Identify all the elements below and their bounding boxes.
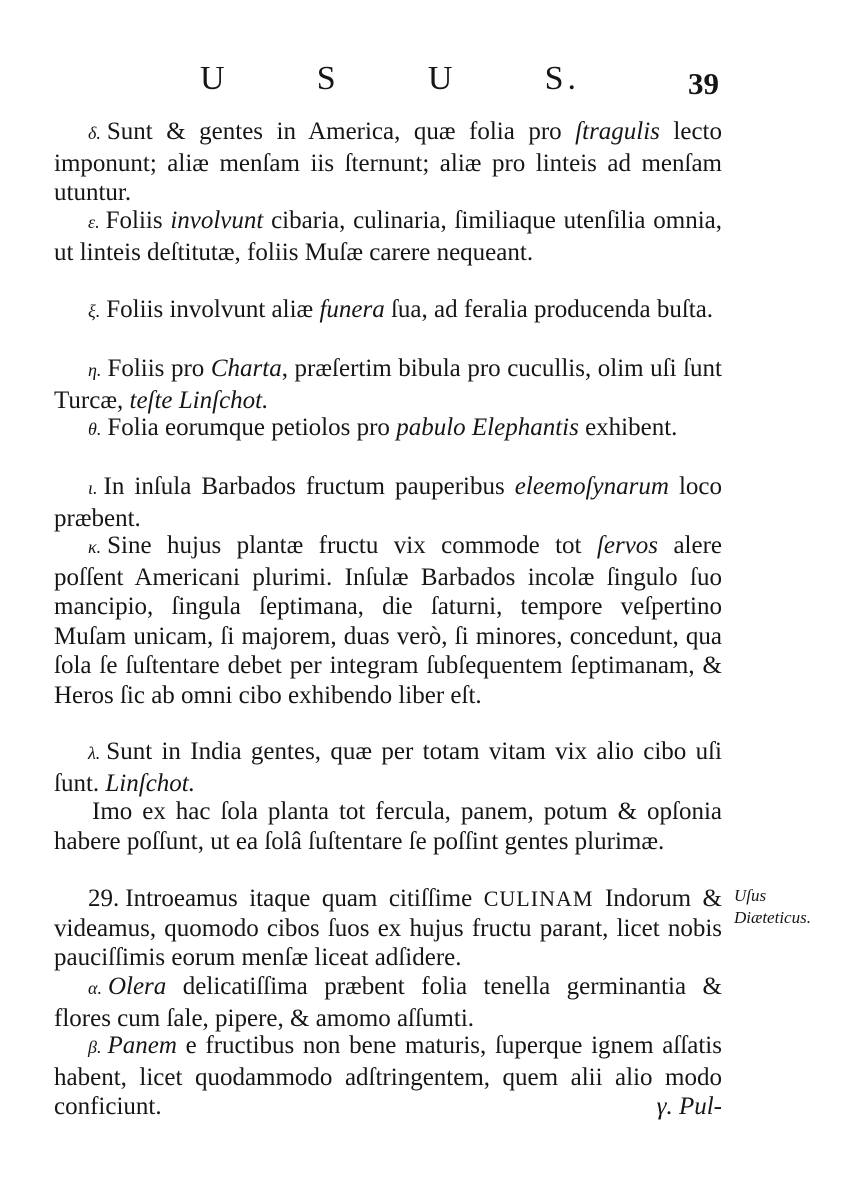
- header-letter: U: [427, 60, 457, 97]
- text-segment: Foliis: [105, 207, 171, 234]
- italic-text: Olera: [107, 973, 167, 1000]
- text-segment: ſua, ad feralia producenda buſta.: [384, 296, 714, 323]
- header-letter: S.: [544, 60, 580, 97]
- paragraph: [54, 472, 722, 533]
- paragraph-marker: κ.: [88, 537, 102, 557]
- text-segment: CULINAM: [483, 886, 594, 911]
- text-segment: Indorum & videamus, quomodo cibos ſuos ex hujus fructu parant, licet nobis pauciſſimis eorum menſæ liceat adſidere.: [54, 885, 723, 971]
- paragraph-marker: ξ.: [88, 301, 101, 321]
- text-segment: Folia eorumque petiolos pro: [107, 414, 397, 441]
- text-segment: In inſula Barbados fructum pauperibus: [103, 473, 515, 500]
- text-segment: Sunt & gentes in America, quæ folia pro: [106, 118, 576, 145]
- text-segment: Foliis involvunt aliæ: [106, 296, 320, 323]
- text-segment: cibaria, culinaria, ſimiliaque utenſilia omnia, ut linteis deſtitutæ, foliis Muſæ carere nequeant.: [54, 207, 722, 266]
- paragraph: [54, 884, 722, 973]
- page-number: 39: [688, 66, 719, 101]
- italic-text: teſte Linſchot.: [129, 386, 269, 414]
- italic-text: Linſchot.: [105, 769, 195, 797]
- text-segment: e fructibus non bene maturis, ſuperque ignem aſſatis habent, licet quodammodo adſtringentem, quem alii alio modo conficiunt.: [54, 1032, 722, 1120]
- text-segment: Imo ex hac ſola planta tot fercula, panem, potum & opſonia habere poſſunt, ut ea ſolâ ſuſtentare ſe poſſint gentes plurimæ.: [54, 798, 722, 855]
- text-segment: Introeamus itaque quam citiſſime: [125, 885, 484, 912]
- paragraph-marker: η.: [88, 360, 102, 380]
- header-letter: U: [200, 60, 229, 97]
- running-header: [200, 60, 580, 98]
- text-segment: Sunt in India gentes, quæ per totam vitam vix alio cibo uſi ſunt.: [54, 738, 722, 797]
- paragraph-marker: β.: [88, 1037, 102, 1057]
- text-segment: alere poſſent Americani plurimi. Inſulæ Barbados incolæ ſingulo ſuo mancipio, ſingula ſeptimana, die ſaturni, tempore veſpertino Muſam unicam, ſi majorem, duas verò, ſi minores, concedunt, qua ſola ſe ſuſtentare debet per integram ſubſequentem ſeptimanam, & Heros ſic ab omni cibo exhibendo liber eſt.: [54, 532, 723, 709]
- paragraph: [54, 413, 722, 445]
- paragraph-marker: δ.: [88, 123, 101, 143]
- paragraph: [54, 797, 722, 856]
- italic-text: eleemoſynarum: [514, 473, 669, 500]
- italic-text: funera: [319, 296, 385, 323]
- paragraph-marker: α.: [88, 978, 102, 998]
- paragraph: [54, 1031, 722, 1122]
- text-segment: Sine hujus plantæ fructu vix commode tot: [107, 532, 597, 559]
- margin-note: Uſus Diæteticus.: [734, 886, 811, 927]
- text-segment: delicatiſſima præbent folia tenella germinantia & flores cum ſale, pipere, & amomo aſſumti.: [54, 973, 722, 1032]
- paragraph: [54, 206, 722, 267]
- paragraph-marker: θ.: [88, 419, 102, 439]
- paragraph-marker: ε.: [88, 212, 100, 232]
- paragraph: [54, 531, 722, 710]
- paragraph: [54, 737, 722, 798]
- text-segment: exhibent.: [578, 414, 678, 441]
- italic-text: Charta: [210, 355, 282, 382]
- header-letter: S: [316, 60, 340, 97]
- paragraph-marker: 29.: [88, 885, 120, 912]
- italic-text: pabulo Elephantis: [396, 414, 579, 441]
- paragraph: [54, 117, 722, 208]
- paragraph: [54, 354, 722, 415]
- paragraph-marker: ι.: [88, 478, 98, 498]
- catchword: γ. Pul-: [656, 1093, 722, 1120]
- text-segment: loco præbent.: [54, 473, 722, 532]
- paragraph-marker: λ.: [88, 743, 101, 763]
- paragraph: [54, 295, 722, 327]
- text-segment: Foliis pro: [107, 355, 211, 382]
- italic-text: ſtragulis: [575, 118, 660, 145]
- italic-text: ſervos: [596, 532, 659, 559]
- italic-text: Panem: [107, 1032, 177, 1059]
- text-segment: lecto imponunt; aliæ menſam iis ſternunt; aliæ pro linteis ad menſam utuntur.: [54, 118, 722, 206]
- text-segment: , præſertim bibula pro cucullis, olim uſi ſunt Turcæ,: [54, 355, 723, 414]
- italic-text: involvunt: [170, 207, 264, 234]
- paragraph: [54, 972, 722, 1033]
